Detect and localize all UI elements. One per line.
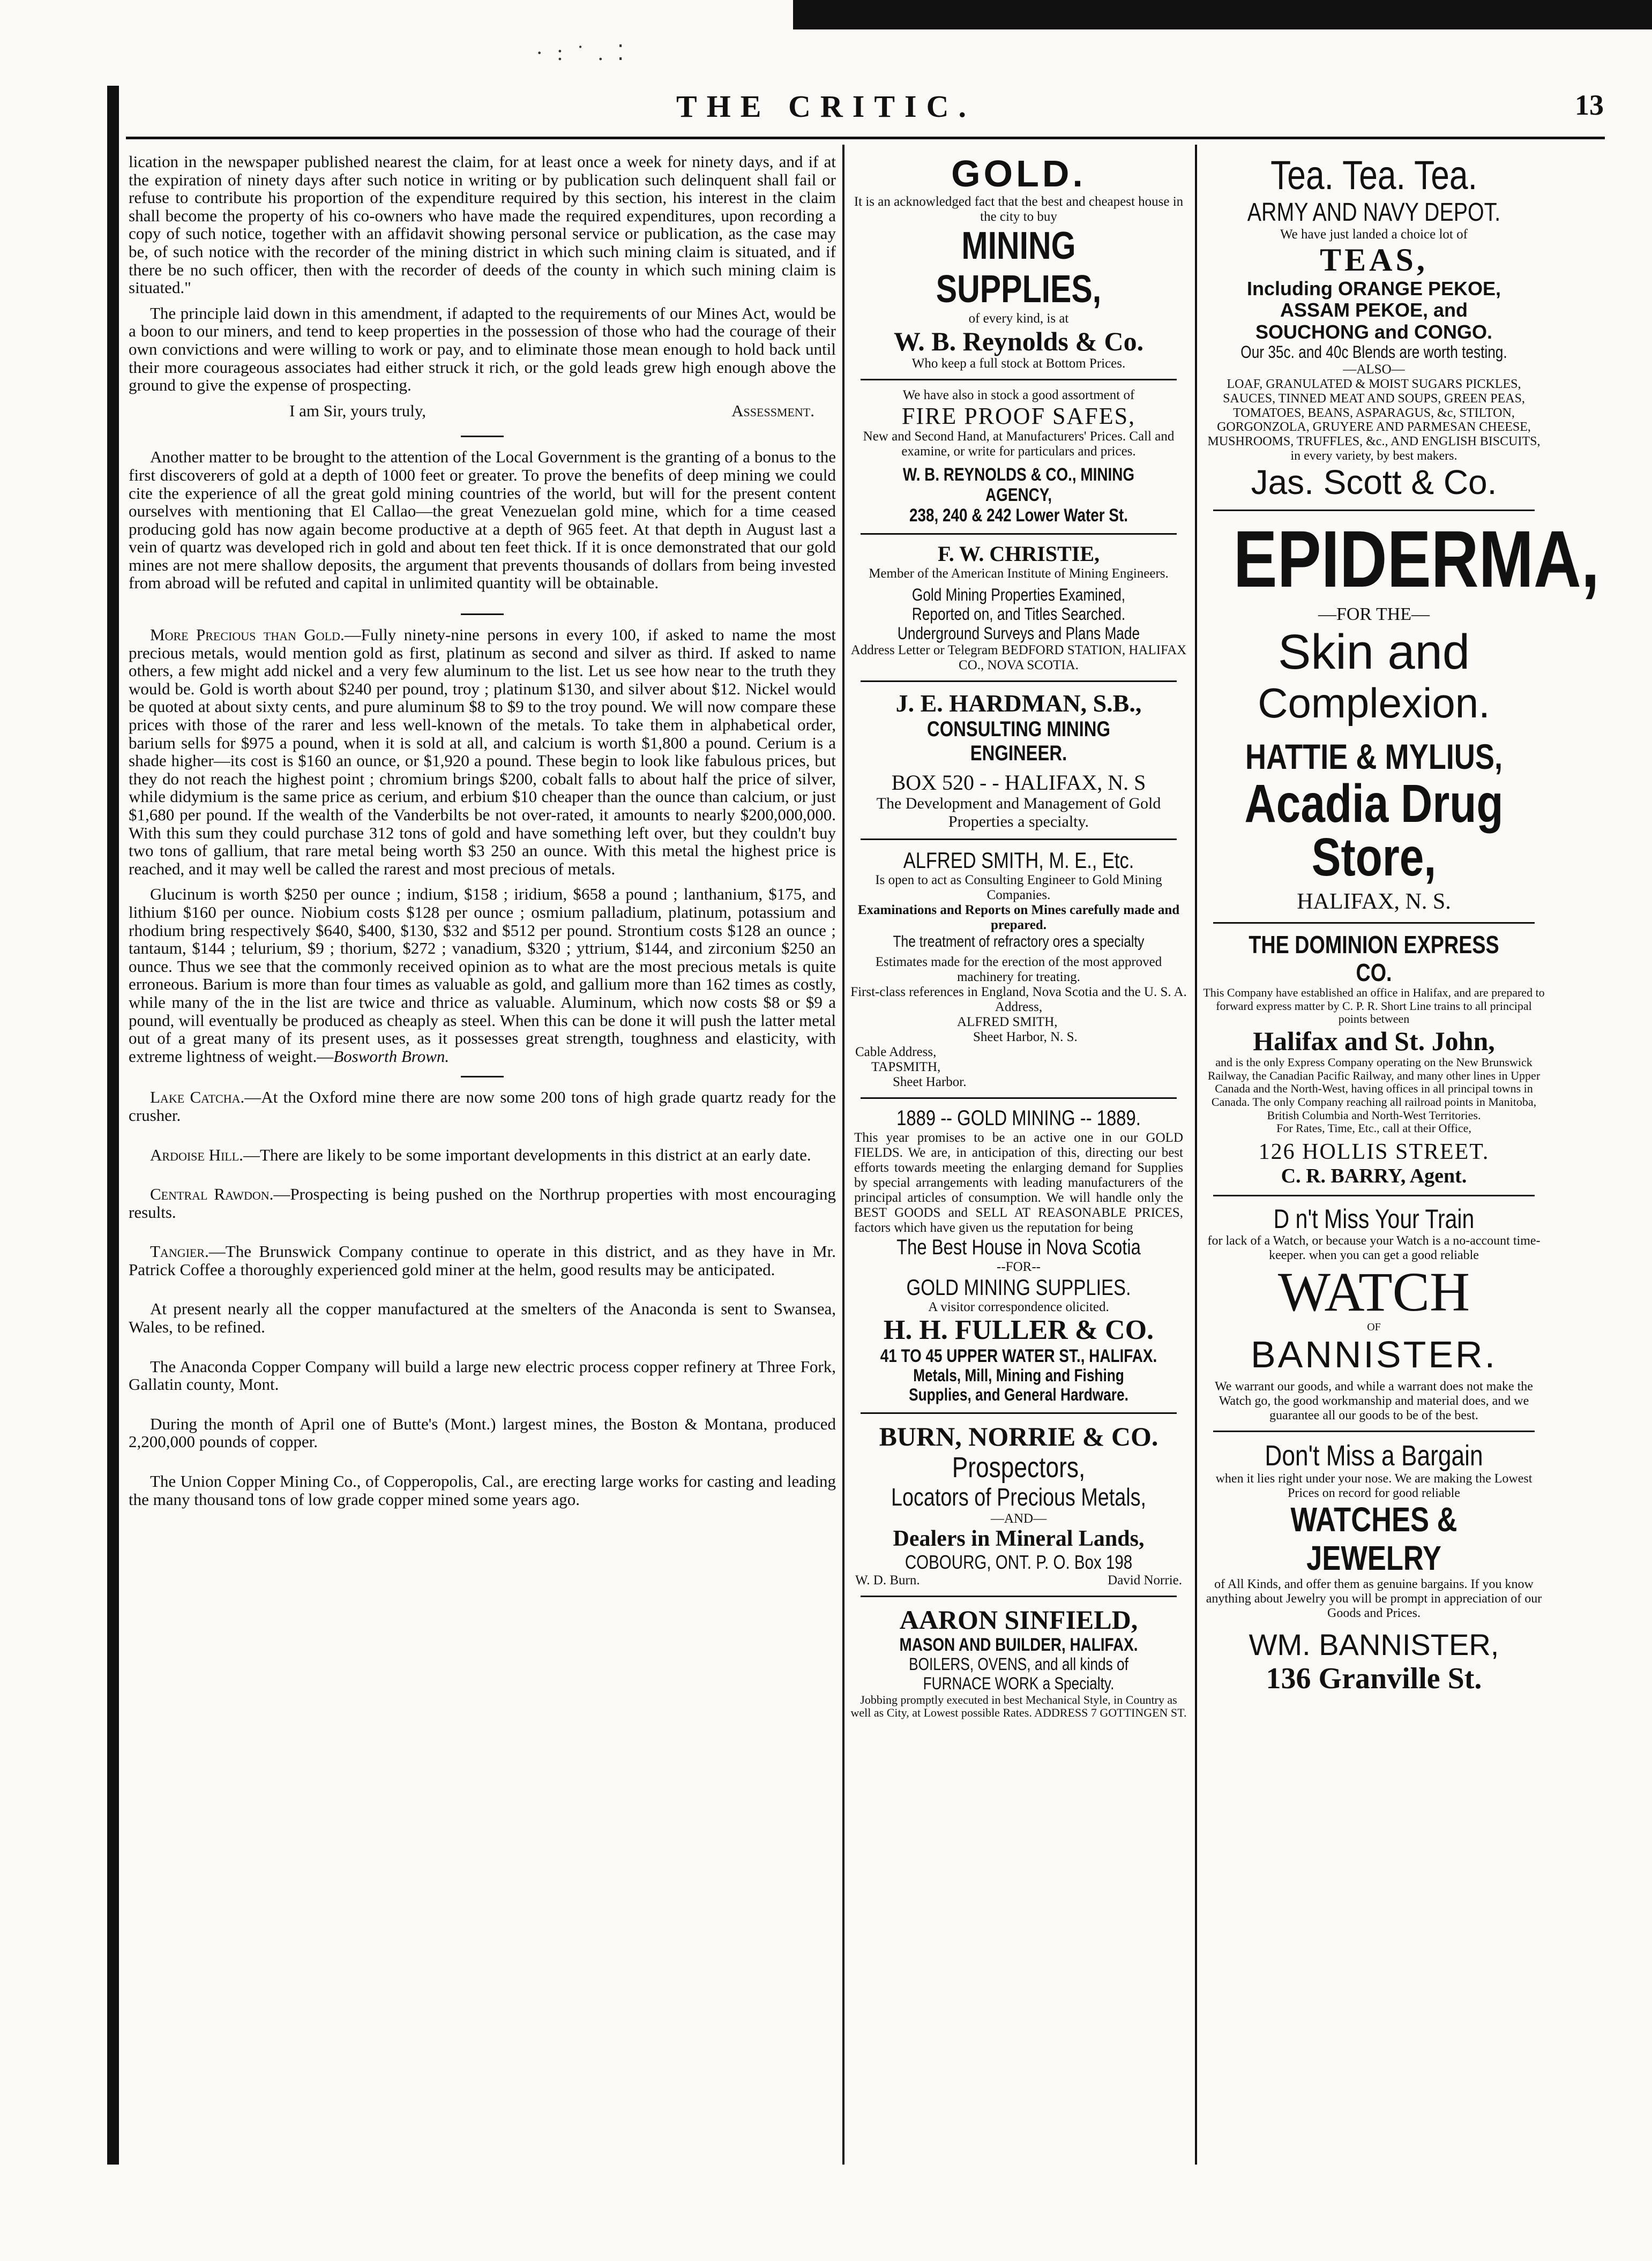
- ad-headline: Halifax and St. John,: [1253, 1026, 1495, 1057]
- ad-text: Who keep a full stock at Bottom Prices.: [911, 356, 1126, 371]
- ad-headline: BURN, NORRIE & CO.: [879, 1421, 1158, 1451]
- ad-text: New and Second Hand, at Manufacturers' Prices. Call and examine, or write for particulars and prices.: [863, 429, 1175, 459]
- item-signature: Bosworth Brown.: [333, 1046, 450, 1066]
- ad-headline: Jas. Scott & Co.: [1251, 463, 1497, 502]
- ad-headline: THE DOMINION EXPRESS CO.: [1249, 931, 1499, 986]
- news-item: [129, 1185, 836, 1221]
- ad-headline: 1889 -- GOLD MINING -- 1889.: [896, 1106, 1141, 1130]
- ad-headline: MINING SUPPLIES,: [936, 224, 1102, 311]
- ad-headline: GOLD.: [951, 153, 1086, 194]
- news-item: [129, 1242, 836, 1278]
- news-item: The Anaconda Copper Company will build a large new electric process copper refinery at Three Fork, Gallatin county, Mont.: [129, 1357, 836, 1394]
- divider: [861, 1097, 1177, 1099]
- ad-headline: 136 Granville St.: [1266, 1661, 1482, 1695]
- item-text: —There are likely to be some important developments in this district at an early date.: [243, 1145, 811, 1164]
- ad-text: Sheet Harbor.: [893, 1075, 967, 1090]
- ad-headline: W. B. Reynolds & Co.: [893, 326, 1144, 356]
- divider: [461, 436, 504, 437]
- ad-text: ALFRED SMITH,: [957, 1015, 1058, 1030]
- ad-headline: EPIDERMA,: [1233, 513, 1600, 604]
- ad-headline: F. W. CHRISTIE,: [938, 542, 1100, 566]
- signer: Assessment.: [731, 401, 814, 420]
- ad-headline: Tea. Tea. Tea.: [1270, 153, 1477, 198]
- divider: [1213, 922, 1535, 924]
- ad-headline: J. E. HARDMAN, S.B.,: [895, 690, 1142, 717]
- ad-text: C. R. BARRY, Agent.: [1281, 1164, 1467, 1187]
- ad-text: This year promises to be an active one in our GOLD FIELDS. We are, in anticipation of this, directing our best efforts towards meeting the enlarging demand for Supplies by special arrangements with leading manufacturers of the principal articles of consumption. We will handle only the BEST GOODS and SELL AT REASONABLE PRICES, factors which have given us the reputation for being: [854, 1130, 1183, 1235]
- ad-text: The treatment of refractory ores a specialty: [893, 932, 1145, 950]
- ad-text: Estimates made for the erection of the most approved machinery for treating.: [875, 955, 1162, 985]
- ad-text: MASON AND BUILDER, HALIFAX.: [899, 1635, 1138, 1656]
- ad-text: and is the only Express Company operating on the New Brunswick Railway, the Canadian Pacific Railway, and many other lines in Upper Canada and the North-West, having offices in all principal towns in Canada. The only Company reaching all railroad points in Manitoba, British Columbia and North-West Territories.: [1207, 1055, 1541, 1122]
- item-heading: Central Rawdon.: [150, 1185, 274, 1204]
- ad-headline: H. H. FULLER & CO.: [883, 1314, 1154, 1345]
- ad-text: BOILERS, OVENS, and all kinds of FURNACE WORK a Specialty.: [909, 1654, 1128, 1693]
- news-item: [129, 1088, 836, 1124]
- ad-text: We warrant our goods, and while a warrant does not make the Watch go, the good workmanship and material does, and we guarantee all our goods to be of the best.: [1215, 1380, 1533, 1423]
- column-rule: [842, 145, 844, 2165]
- item-heading: Lake Catcha.: [150, 1088, 245, 1107]
- ad-text: —AND—: [990, 1511, 1047, 1526]
- divider: [861, 1412, 1177, 1414]
- scan-speckles: · : ˙ . ⁚: [536, 41, 629, 65]
- ad-headline: FIRE PROOF SAFES,: [901, 402, 1136, 429]
- ad-text: COBOURG, ONT. P. O. Box 198: [905, 1551, 1133, 1573]
- ad-headline: The Best House in Nova Scotia: [896, 1235, 1141, 1259]
- ad-text: TAPSMITH,: [871, 1060, 941, 1075]
- ad-text: of every kind, is at: [968, 311, 1069, 326]
- ad-headline: ARMY AND NAVY DEPOT.: [1247, 198, 1501, 227]
- column-rule: [1195, 145, 1197, 2165]
- ad-text: Sheet Harbor, N. S.: [973, 1030, 1078, 1045]
- masthead: [0, 88, 1652, 131]
- item-heading: More Precious than Gold.: [150, 625, 345, 645]
- ad-text: W. B. REYNOLDS & CO., MINING AGENCY,: [902, 464, 1135, 505]
- ad-text: Address Letter or Telegram BEDFORD STATION, HALIFAX CO., NOVA SCOTIA.: [850, 643, 1187, 673]
- ad-text: Is open to act as Consulting Engineer to Gold Mining Companies.: [875, 872, 1162, 902]
- ad-headline: Acadia Drug Store,: [1244, 774, 1504, 888]
- ad-text: OF: [1367, 1321, 1381, 1334]
- news-item: [129, 1146, 836, 1164]
- divider: [461, 1076, 504, 1077]
- ad-text: Gold Mining Properties Examined,: [911, 585, 1126, 604]
- ad-text: Underground Surveys and Plans Made: [897, 623, 1140, 643]
- divider: [461, 613, 504, 615]
- item-text: Glucinum is worth $250 per ounce ; indium, $158 ; iridium, $658 a pound ; lanthanium, $175, and lithium $160 per ounce. Niobium costs $128 per ounce ; osmium palladium, platinum, potassium and rhodium bring respectively $640, $400, $130, $32 and $512 per pound. Strontium costs $128 an ounce ; tantaum, $144 ; telurium, $9 ; thorium, $272 ; vanadium, $320 ; yttrium, $144, and zirconium $250 an ounce. Thus we see that the commonly received opinion as to what are the most precious metals is quite erroneous. Barium is more than four times as valuable as gold, and gallium more than 162 times as costly, while many of the in the list are twice and thrice as valuable. Aluminum, which now costs $8 or $9 a pound, will eventually be produced as cheaply as steel. When this can be done it will push the latter metal out of a great many of its present uses, as it possesses great strength, toughness and elasticity, with extreme lightness of weight.—: [129, 885, 836, 1066]
- item-text: —The Brunswick Company continue to operate in this district, and as they have in Mr. Patrick Coffee a thoroughly experienced gold miner at the helm, good results may be anticipated.: [129, 1242, 836, 1279]
- article-paragraph: lication in the newspaper published nearest the claim, for at least once a week for ninety days, and if at the expiration of ninety days after such notice in writing or by publication such delinquent shall fail or refuse to contribute his proportion of the expenditure required by this section, his interest in the claim shall become the property of his co-owners who have made the required expenditures, upon recording a copy of such notice, together with an affidavit showing personal service or publication, as the case may be, of such notice with the recorder of the mining district in which such mining claim is situated, and if there be no such officer, then with the recorder of deeds of the county in which such mining claim is situated.": [129, 152, 836, 297]
- ad-headline: Dealers in Mineral Lands,: [893, 1526, 1145, 1551]
- ad-text: This Company have established an office in Halifax, and are prepared to forward express matter by C. P. R. Short Line trains to all principal points between: [1203, 986, 1545, 1026]
- closing: I am Sir, yours truly,: [289, 401, 427, 420]
- ad-headline: Locators of Precious Metals,: [891, 1483, 1146, 1511]
- ad-text: ASSAM PEKOE, and: [1280, 299, 1468, 321]
- news-item: [129, 626, 836, 878]
- binding-edge: [107, 86, 119, 2165]
- ad-text: We have just landed a choice lot of: [1280, 227, 1468, 242]
- ad-text: LOAF, GRANULATED & MOIST SUGARS PICKLES, SAUCES, TINNED MEAT AND SOUPS, GREEN PEAS, TOMATOES, BEANS, ASPARAGUS, &c, STILTON, GORGONZOLA, GRUYERE AND PARMESAN CHEESE, MUSHROOMS, TRUFFLES, &c., AND ENGLISH BISCUITS, in every variety, by best makers.: [1207, 377, 1541, 463]
- ad-text: Reported on, and Titles Searched.: [911, 604, 1126, 624]
- article-column: [129, 153, 836, 2167]
- ad-text: BOX 520 - - HALIFAX, N. S: [891, 770, 1146, 795]
- partner-name: David Norrie.: [1108, 1573, 1182, 1588]
- ad-headline: WATCHES & JEWELRY: [1290, 1500, 1457, 1577]
- page-title: THE CRITIC.: [676, 89, 976, 124]
- item-text: —Fully ninety-nine persons in every 100, if asked to name the most precious metals, would mention gold as first, platinum as second and silver as third. If asked to name others, a few might add nickel and a very few aluminum to the list. Let us see how near to the truth they would be. Gold is worth about $240 per pound, troy ; platinum $130, and silver about $12. Nickel would be quoted at about sixty cents, and pure aluminum $8 to $9 to the troy pound. We will now compare these prices with those of the rarer and less well-known of the metals. To take them in alphabetical order, barium sells for $975 a pound, when it is sold at all, and calcium is worth $1,800 a pound. Cerium is a shade higher—its cost is $160 an ounce, or $1,920 a pound. These begin to look like fabulous prices, but they do not reach the highest point ; chromium brings $200, cobalt falls to about half the price of silver, while didymium is the same price as cerium, and erbium $10 cheaper than the ounce than calcium, or just $1,680 per pound. If the wealth of the Vanderbilts be not over-rated, it amounts to nearly $200,000,000. With this sum they could purchase 312 tons of gold and have something left over, but they couldn't buy two tons of gallium, that rare metal being worth $3 250 an ounce. With this metal the highest price is reached, and it may well be called the rarest and most precious of metals.: [129, 625, 836, 878]
- ad-text: Including ORANGE PEKOE,: [1246, 278, 1501, 300]
- page-number: 13: [1575, 89, 1604, 121]
- news-item: The Union Copper Mining Co., of Copperopolis, Cal., are erecting large works for casting and leading the many thousand tons of low grade copper mined some years ago.: [129, 1472, 836, 1509]
- partner-name: W. D. Burn.: [855, 1573, 920, 1588]
- advertisement-column: [1202, 153, 1600, 2167]
- ad-text: First-class references in England, Nova Scotia and the U. S. A. Address,: [850, 985, 1187, 1015]
- ad-text: Examinations and Reports on Mines carefully made and prepared.: [857, 902, 1180, 932]
- divider: [861, 1596, 1177, 1597]
- ad-headline: Complexion.: [1258, 679, 1490, 727]
- ad-headline: BANNISTER.: [1250, 1333, 1498, 1375]
- ad-headline: Skin and: [1277, 624, 1470, 679]
- ad-headline: Don't Miss a Bargain: [1265, 1439, 1483, 1472]
- ad-text: 41 TO 45 UPPER WATER ST., HALIFAX.: [880, 1346, 1157, 1366]
- item-text: —At the Oxford mine there are now some 200 tons of high grade quartz ready for the crusher.: [129, 1088, 836, 1125]
- divider: [1213, 1195, 1535, 1196]
- ad-headline: HATTIE & MYLIUS,: [1245, 737, 1503, 777]
- ad-headline: GOLD MINING SUPPLIES.: [906, 1274, 1131, 1300]
- ad-headline: D n't Miss Your Train: [1273, 1204, 1475, 1234]
- ad-text: We have also in stock a good assortment of: [902, 387, 1135, 402]
- ad-names: [850, 1573, 1187, 1588]
- ad-text: Member of the American Institute of Mining Engineers.: [869, 566, 1169, 581]
- ad-text: For Rates, Time, Etc., call at their Office,: [1276, 1121, 1471, 1135]
- ad-text: Metals, Mill, Mining and Fishing Supplies, and General Hardware.: [909, 1366, 1128, 1404]
- ad-text: It is an acknowledged fact that the best and cheapest house in the city to buy: [854, 194, 1184, 224]
- ad-text: Cable Address,: [855, 1045, 937, 1060]
- item-heading: Tangier.: [150, 1242, 209, 1261]
- divider: [861, 379, 1177, 380]
- article-paragraph: Another matter to be brought to the attention of the Local Government is the granting of a bonus to the first discoverers of gold at a depth of 1000 feet or greater. To prove the benefits of deep mining we could cite the experience of all the great gold mining countries of the world, but will for the present content ourselves with mentioning that El Callao—the great Venezuelan gold mine, which for a time ceased producing gold has now again become productive at a depth of 965 feet. At that depth in August last a vein of quartz was developed rich in gold and about ten feet thick. If it is once demonstrated that our gold mines are not mere shallow deposits, the argument that prevents thousands of dollars from being invested from abroad will be refuted and capital in unlimited quantity will be obtainable.: [129, 447, 836, 593]
- ad-text: A visitor correspondence olicited.: [928, 1299, 1109, 1314]
- ad-text: Our 35c. and 40c Blends are worth testing.: [1240, 342, 1507, 362]
- divider: [861, 680, 1177, 682]
- ad-headline: Prospectors,: [952, 1451, 1086, 1484]
- advertisement-column: [850, 153, 1187, 2167]
- ad-headline: TEAS,: [1320, 242, 1428, 278]
- header-rule: [126, 137, 1605, 139]
- divider: [1213, 510, 1535, 511]
- ad-text: Jobbing promptly executed in best Mechanical Style, in Country as well as City, at Lowest possible Rates. ADDRESS 7 GOTTINGEN ST.: [850, 1693, 1187, 1720]
- ad-headline: CONSULTING MINING ENGINEER.: [927, 717, 1110, 765]
- scan-edge-bar: [793, 0, 1652, 29]
- letter-signature: [129, 402, 836, 420]
- ad-text: —FOR THE—: [1318, 604, 1430, 624]
- ad-text: SOUCHONG and CONGO.: [1255, 320, 1493, 343]
- divider: [861, 838, 1177, 840]
- ad-text: when it lies right under your nose. We are making the Lowest Prices on record for good reliable: [1215, 1472, 1533, 1501]
- ad-text: HALIFAX, N. S.: [1297, 889, 1451, 915]
- article-paragraph: [129, 885, 836, 1065]
- article-paragraph: The principle laid down in this amendment, if adapted to the requirements of our Mines Act, would be a boon to our miners, and tend to keep properties in the possession of those who had the courage of their own convictions and were willing to work or pay, and to eliminate those mean enough to hold back until their more courageous associates had either struck it rich, or the gold leads grew high enough above the ground to give the expense of prospecting.: [129, 303, 836, 395]
- ad-text: --FOR--: [997, 1259, 1041, 1274]
- news-item: At present nearly all the copper manufactured at the smelters of the Anaconda is sent to Swansea, Wales, to be refined.: [129, 1299, 836, 1337]
- divider: [1213, 1431, 1535, 1432]
- ad-text: 238, 240 & 242 Lower Water St.: [909, 505, 1128, 526]
- news-item: During the month of April one of Butte's (Mont.) largest mines, the Boston & Montana, produced 2,200,000 pounds of copper.: [129, 1414, 836, 1451]
- item-heading: Ardoise Hill.: [150, 1145, 243, 1164]
- ad-headline: WM. BANNISTER,: [1249, 1627, 1499, 1661]
- ad-headline: AARON SINFIELD,: [899, 1605, 1138, 1635]
- ad-text: The Development and Management of Gold Properties a specialty.: [876, 795, 1161, 830]
- ad-headline: 126 HOLLIS STREET.: [1258, 1139, 1490, 1164]
- ad-headline: WATCH: [1277, 1261, 1470, 1323]
- ad-text: —ALSO—: [1343, 362, 1405, 377]
- item-text: —Prospecting is being pushed on the Northrup properties with most encouraging results.: [129, 1185, 836, 1222]
- divider: [861, 533, 1177, 535]
- ad-text: of All Kinds, and offer them as genuine bargains. If you know anything about Jewelry you will be prompt in appreciation of our Goods and Prices.: [1206, 1577, 1542, 1621]
- ad-text: for lack of a Watch, or because your Watch is a no-account time-keeper. when you can get a good reliable: [1207, 1234, 1541, 1263]
- ad-headline: ALFRED SMITH, M. E., Etc.: [903, 847, 1134, 873]
